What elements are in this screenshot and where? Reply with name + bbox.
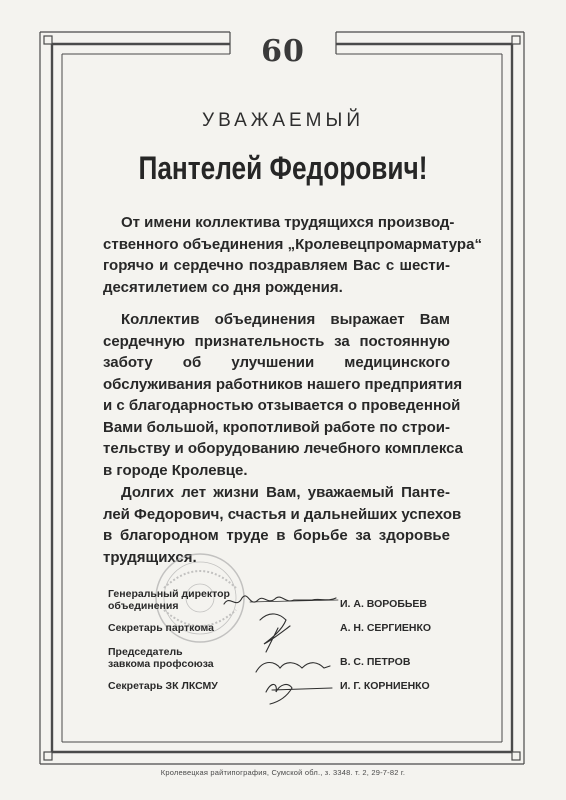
text-line: сердечную признательность за постоянную — [103, 332, 450, 350]
anniversary-number: 60 — [261, 34, 305, 69]
signatory-title-line: Генеральный директор — [108, 588, 230, 600]
text-line: Коллектив объединения выражает Вам — [121, 311, 450, 328]
text-line: лей Федорович, счастья и дальнейших успехов — [103, 505, 462, 523]
signatory-title-line: Председатель — [108, 646, 183, 658]
paragraph-gratitude — [103, 309, 464, 481]
signatory-title-line: объединения — [108, 600, 179, 612]
signatory-title-line: Секретарь парткома — [108, 622, 215, 634]
text-line: горячо и сердечно поздравляем Вас с шести- — [103, 257, 450, 274]
text-line: в городе Кролевце. — [103, 461, 248, 479]
text-line: Вами большой, кропотливой работе по строи- — [103, 418, 450, 436]
signatory-title-line: Секретарь ЗК ЛКСМУ — [108, 680, 218, 692]
signature-sergienko — [260, 614, 290, 652]
printing-imprint: Кролевецкая райтипография, Сумской обл., з. 3348. т. 2, 29-7-82 г. — [160, 768, 406, 777]
signature-petrov — [256, 663, 330, 673]
text-line: обслуживания работников нашего предприятия — [103, 375, 463, 393]
text-line: Долгих лет жизни Вам, уважаемый Панте- — [121, 484, 450, 501]
text-line: трудящихся. — [103, 548, 197, 566]
signature-kornienko — [266, 684, 332, 704]
handwritten-signatures — [220, 580, 350, 705]
signatory-name: В. С. ПЕТРОВ — [340, 656, 411, 668]
text-line: в благородном труде в борьбе за здоровье — [103, 527, 450, 544]
signatory-name: И. А. ВОРОБЬЕВ — [340, 598, 427, 610]
text-line: тельству и оборудованию лечебного комплекса — [103, 440, 464, 457]
signature-vorobyev — [224, 596, 336, 604]
text-line: заботу об улучшении медицинского — [103, 354, 450, 371]
signatory-name: И. Г. КОРНИЕНКО — [340, 680, 430, 692]
text-line: ственного объединения „Кролевецпромарматура“ — [103, 235, 482, 253]
text-line: десятилетием со дня рождения. — [103, 278, 343, 296]
signatory-name: А. Н. СЕРГИЕНКО — [340, 622, 432, 634]
text-line: и с благодарностью отзывается о проведенной — [103, 397, 461, 414]
signatory-title-line: завкома профсоюза — [108, 658, 214, 670]
paragraph-greeting — [103, 212, 482, 298]
text-line: От имени коллектива трудящихся производ- — [121, 214, 455, 231]
salutation-heading: УВАЖАЕМЫЙ — [202, 110, 364, 131]
recipient-name: Пантелей Федорович! — [138, 150, 428, 186]
